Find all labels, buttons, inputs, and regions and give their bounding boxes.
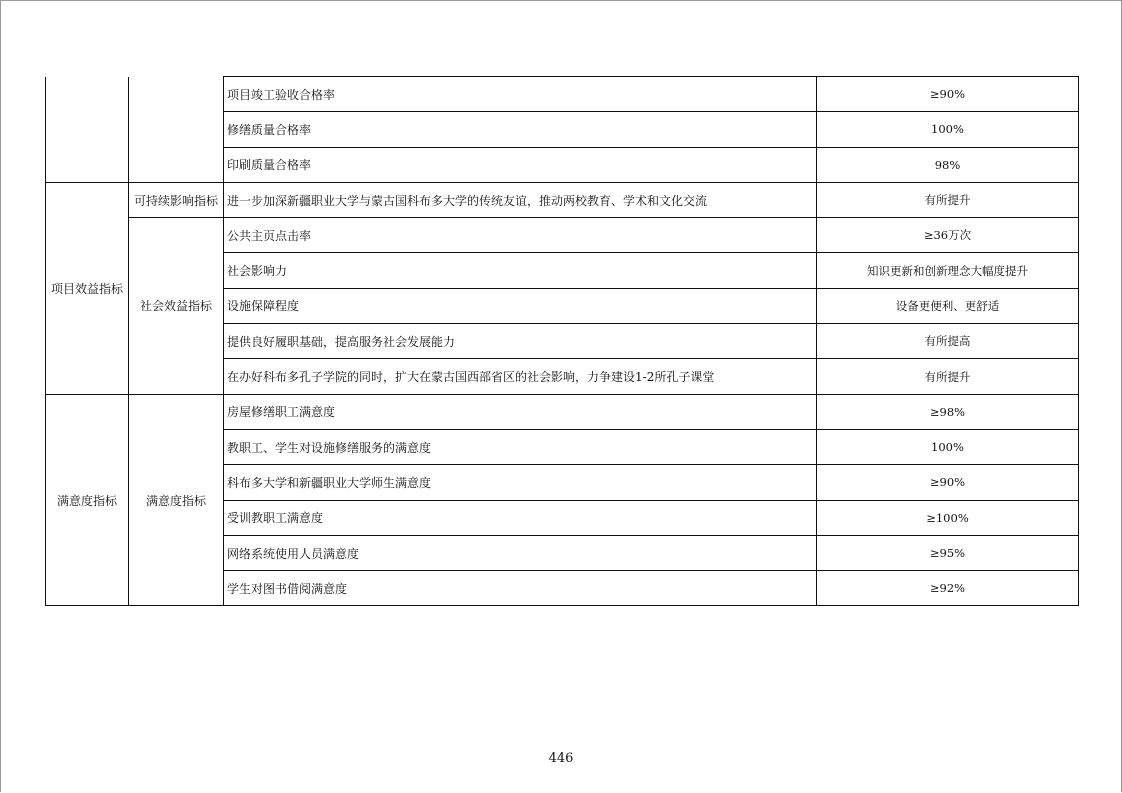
second-level-cell: 可持续影响指标: [129, 182, 224, 217]
indicator-name-cell: 科布多大学和新疆职业大学师生满意度: [224, 465, 817, 500]
indicator-name-cell: 网络系统使用人员满意度: [224, 535, 817, 570]
table-row: [46, 77, 1079, 112]
table-row: [46, 182, 1079, 217]
indicator-value-cell: 有所提升: [817, 359, 1079, 394]
indicator-value-cell: ≥92%: [817, 571, 1079, 606]
indicator-value-cell: ≥100%: [817, 500, 1079, 535]
indicator-value-cell: 有所提高: [817, 324, 1079, 359]
indicator-name-cell: 设施保障程度: [224, 288, 817, 323]
second-level-cell: [129, 77, 224, 183]
second-level-cell: 满意度指标: [129, 394, 224, 606]
indicator-name-cell: 提供良好履职基础，提高服务社会发展能力: [224, 324, 817, 359]
indicator-name-cell: 社会影响力: [224, 253, 817, 288]
indicator-value-cell: ≥98%: [817, 394, 1079, 429]
indicator-value-cell: ≥90%: [817, 77, 1079, 112]
indicator-name-cell: 项目竣工验收合格率: [224, 77, 817, 112]
table-row: [46, 218, 1079, 253]
indicator-name-cell: 房屋修缮职工满意度: [224, 394, 817, 429]
indicator-table: [45, 76, 1079, 606]
indicator-value-cell: ≥95%: [817, 535, 1079, 570]
indicator-name-cell: 在办好科布多孔子学院的同时，扩大在蒙古国西部省区的社会影响，力争建设1-2所孔子课堂: [224, 359, 817, 394]
indicator-value-cell: 98%: [817, 147, 1079, 182]
indicator-name-cell: 印刷质量合格率: [224, 147, 817, 182]
indicator-value-cell: 有所提升: [817, 182, 1079, 217]
indicator-value-cell: 100%: [817, 429, 1079, 464]
first-level-cell: 项目效益指标: [46, 182, 129, 394]
indicator-value-cell: 100%: [817, 112, 1079, 147]
indicator-value-cell: 知识更新和创新理念大幅度提升: [817, 253, 1079, 288]
first-level-cell: [46, 77, 129, 183]
indicator-value-cell: ≥36万次: [817, 218, 1079, 253]
indicator-name-cell: 教职工、学生对设施修缮服务的满意度: [224, 429, 817, 464]
indicator-value-cell: 设备更便利、更舒适: [817, 288, 1079, 323]
page-number: 446: [548, 751, 574, 766]
indicator-name-cell: 学生对图书借阅满意度: [224, 571, 817, 606]
table-row: [46, 394, 1079, 429]
second-level-cell: 社会效益指标: [129, 218, 224, 394]
indicator-name-cell: 进一步加深新疆职业大学与蒙古国科布多大学的传统友谊，推动两校教育、学术和文化交流: [224, 182, 817, 217]
first-level-cell: 满意度指标: [46, 394, 129, 606]
indicator-name-cell: 受训教职工满意度: [224, 500, 817, 535]
indicator-name-cell: 公共主页点击率: [224, 218, 817, 253]
indicator-value-cell: ≥90%: [817, 465, 1079, 500]
indicator-name-cell: 修缮质量合格率: [224, 112, 817, 147]
